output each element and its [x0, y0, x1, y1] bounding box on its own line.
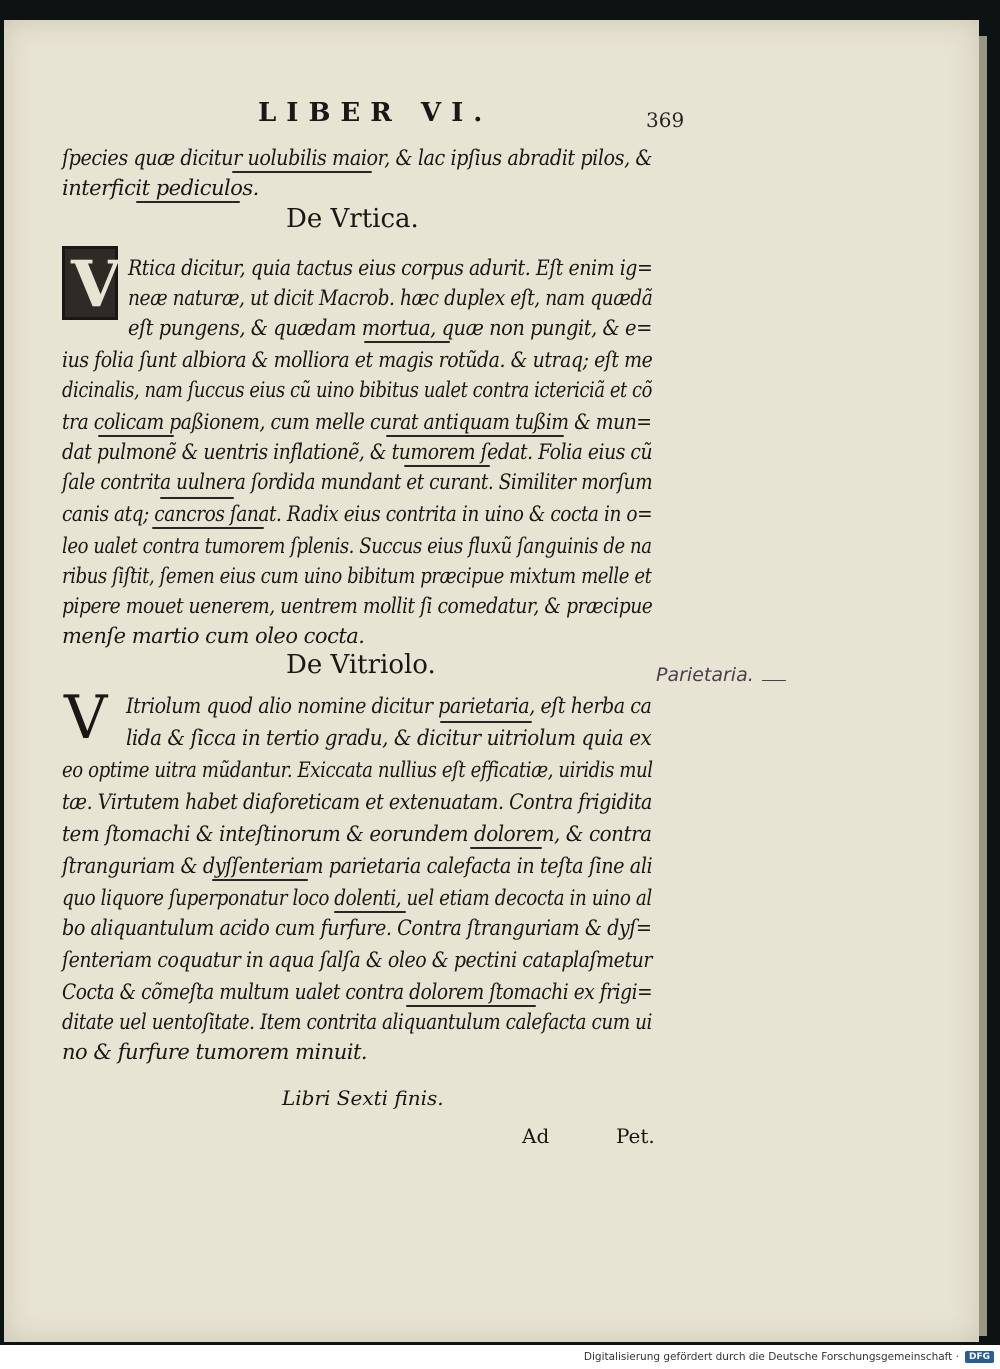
text-line: Cocta & cõmeſta multum ualet contra dolorem ſtomachi ex frigi= — [62, 980, 653, 1004]
section-heading-vrtica: De Vrtica. — [286, 204, 419, 234]
text-line: tem ſtomachi & inteſtinorum & eorundem dolorem, & contra — [62, 822, 652, 846]
text-line: pipere mouet uenerem, uentrem mollit ſi comedatur, & præcipue — [62, 594, 653, 618]
underline-mark — [212, 879, 308, 881]
text-line: ſpecies quæ dicitur uolubilis maior, & lac ipſius abradit pilos, & — [62, 146, 653, 170]
underline-mark — [440, 721, 532, 723]
text-line: leo ualet contra tumorem ſplenis. Succus eius fluxũ ſanguinis de na — [62, 534, 652, 558]
underline-mark — [98, 435, 174, 437]
underline-mark — [406, 1005, 536, 1007]
text-line: dat pulmonẽ & uentris inflationẽ, & tumorem ſedat. Folia eius cũ — [62, 440, 653, 464]
text-line: tæ. Virtutem habet diaforeticam et extenuatam. Contra frigidita — [62, 790, 652, 814]
text-line: dicinalis, nam ſuccus eius cũ uino bibitus ualet contra ictericiã et cõ — [62, 378, 653, 402]
text-line: menſe martio cum oleo cocta. — [62, 624, 365, 648]
section-heading-vitriolo: De Vitriolo. — [286, 650, 436, 680]
drop-cap-letter: V — [71, 247, 121, 322]
text-line: ditate uel uentoſitate. Item contrita aliquantulum calefacta cum ui — [62, 1010, 652, 1034]
underline-mark — [136, 201, 240, 203]
text-line: ius folia ſunt albiora & molliora et magis rotũda. & utraq; eſt me — [62, 348, 653, 372]
margin-note: Parietaria. — [656, 664, 754, 686]
underline-mark — [152, 527, 264, 529]
text-line: tra colicam paßionem, cum melle curat antiquam tußim & mun= — [62, 410, 652, 434]
running-head: LIBER VI. — [258, 98, 493, 128]
underline-mark — [160, 497, 234, 499]
dfg-logo: DFG — [965, 1351, 994, 1363]
catchword: Pet. — [616, 1124, 655, 1148]
underline-mark — [386, 435, 564, 437]
text-line: ſenteriam coquatur in aqua ſalſa & oleo & pectini cataplaſmetur — [62, 948, 653, 972]
footer-bar — [0, 1345, 1000, 1369]
text-line: quo liquore ſuperponatur loco dolenti, uel etiam decocta in uino al — [62, 886, 652, 910]
page-number: 369 — [646, 108, 685, 132]
underline-mark — [232, 171, 372, 173]
underline-mark — [470, 847, 542, 849]
text-line: canis atq; cancros ſanat. Radix eius contrita in uino & cocta in o= — [62, 502, 653, 526]
footer-credit: Digitalisierung gefördert durch die Deutsche Forschungsgemeinschaft · — [583, 1351, 959, 1363]
text-line: interficit pediculos. — [62, 176, 259, 200]
text-line: ſale contrita uulnera ſordida mundant et curant. Similiter morſum — [62, 470, 653, 494]
underline-mark — [364, 341, 450, 343]
text-line: no & furfure tumorem minuit. — [62, 1040, 368, 1064]
catchword: Ad — [522, 1124, 550, 1148]
text-line: Rtica dicitur, quia tactus eius corpus adurit. Eſt enim ig= — [128, 256, 653, 280]
closing-line: Libri Sexti finis. — [282, 1086, 444, 1110]
page-edge — [979, 36, 987, 1336]
text-line: ribus ſiſtit, ſemen eius cum uino bibitum præcipue mixtum melle et — [62, 564, 652, 588]
text-line: lida & ſicca in tertio gradu, & dicitur uitriolum quia ex — [126, 726, 652, 750]
text-line: eſt pungens, & quædam mortua, quæ non pungit, & e= — [128, 316, 652, 340]
text-line: neæ naturæ, ut dicit Macrob. hæc duplex eſt, nam quædã — [128, 286, 653, 310]
text-line: Itriolum quod alio nomine dicitur parietaria, eſt herba ca — [126, 694, 652, 718]
underline-mark — [404, 465, 490, 467]
text-line: bo aliquantulum acido cum furfure. Contra ſtranguriam & dyſ= — [62, 916, 652, 940]
underline-mark — [334, 911, 406, 913]
drop-cap: V — [64, 683, 108, 753]
text-line: ſtranguriam & dyſſenteriam parietaria calefacta in teſta ſine ali — [62, 854, 653, 878]
margin-rule — [762, 680, 786, 681]
text-line: eo optime uitra mũdantur. Exiccata nullius eſt efficatiæ, uiridis mul — [62, 758, 653, 782]
book-page — [4, 20, 979, 1342]
drop-cap — [62, 246, 121, 322]
